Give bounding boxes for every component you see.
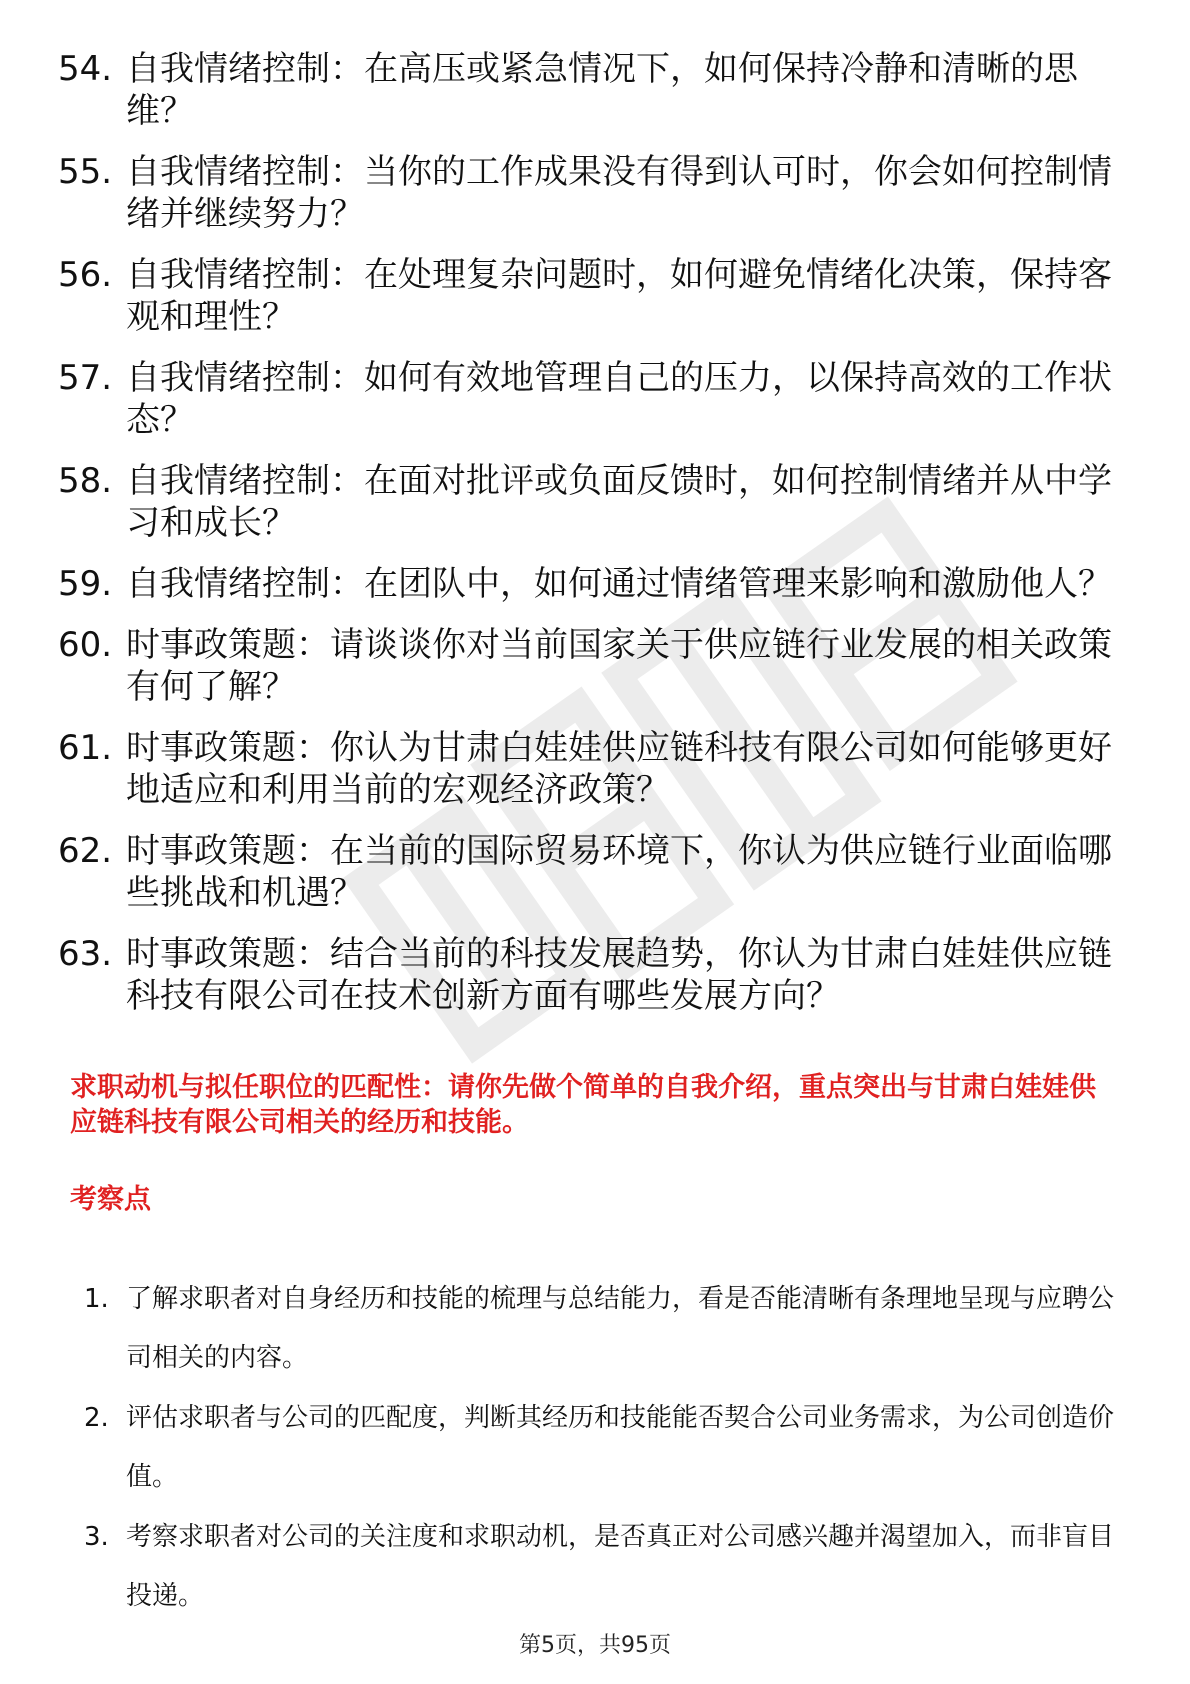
question-number: 63. [58, 934, 113, 974]
question-item [58, 460, 1118, 544]
point-item [84, 1270, 1124, 1388]
question-text: 自我情绪控制：在高压或紧急情况下，如何保持冷静和清晰的思维？ [126, 49, 1078, 131]
question-item [58, 151, 1118, 235]
points-list [84, 1270, 1124, 1627]
question-text: 自我情绪控制：在处理复杂问题时，如何避免情绪化决策，保持客观和理性？ [126, 255, 1112, 337]
question-list [58, 48, 1118, 1036]
question-text: 自我情绪控制：在团队中，如何通过情绪管理来影响和激励他人？ [126, 564, 1112, 604]
question-number: 55. [58, 152, 113, 192]
point-number: 1. [84, 1284, 109, 1314]
question-item [58, 624, 1118, 708]
question-text: 自我情绪控制：在面对批评或负面反馈时，如何控制情绪并从中学习和成长？ [126, 461, 1112, 543]
question-item [58, 563, 1118, 605]
question-number: 60. [58, 625, 113, 665]
point-number: 2. [84, 1403, 109, 1433]
question-number: 62. [58, 831, 113, 871]
point-item [84, 1389, 1124, 1507]
question-item [58, 48, 1118, 132]
points-title: 考察点 [70, 1184, 151, 1215]
question-text: 自我情绪控制：当你的工作成果没有得到认可时，你会如何控制情绪并继续努力？ [126, 152, 1112, 234]
question-item [58, 254, 1118, 338]
question-number: 61. [58, 728, 113, 768]
question-number: 57. [58, 358, 113, 398]
question-number: 58. [58, 461, 113, 501]
question-item [58, 830, 1118, 914]
question-item [58, 727, 1118, 811]
question-text: 时事政策题：在当前的国际贸易环境下，你认为供应链行业面临哪些挑战和机遇？ [126, 831, 1112, 913]
page-footer: 第5页，共95页 [519, 1633, 671, 1658]
point-item [84, 1508, 1124, 1626]
question-text: 时事政策题：请谈谈你对当前国家关于供应链行业发展的相关政策有何了解？ [126, 625, 1112, 707]
section-heading: 求职动机与拟任职位的匹配性：请你先做个简单的自我介绍，重点突出与甘肃白娃娃供应链科技有限公司相关的经历和技能。 [70, 1072, 1096, 1138]
question-number: 59. [58, 564, 113, 604]
point-number: 3. [84, 1522, 109, 1552]
question-item [58, 357, 1118, 441]
point-text: 考察求职者对公司的关注度和求职动机，是否真正对公司感兴趣并渴望加入，而非盲目投递。 [126, 1522, 1115, 1611]
question-item [58, 933, 1118, 1017]
point-text: 评估求职者与公司的匹配度，判断其经历和技能能否契合公司业务需求，为公司创造价值。 [126, 1403, 1115, 1492]
point-text: 了解求职者对自身经历和技能的梳理与总结能力，看是否能清晰有条理地呈现与应聘公司相关的内容。 [126, 1284, 1115, 1373]
question-text: 时事政策题：结合当前的科技发展趋势，你认为甘肃白娃娃供应链科技有限公司在技术创新方面有哪些发展方向？ [126, 934, 1112, 1016]
question-number: 54. [58, 49, 113, 89]
question-number: 56. [58, 255, 113, 295]
question-text: 时事政策题：你认为甘肃白娃娃供应链科技有限公司如何能够更好地适应和利用当前的宏观经济政策？ [126, 728, 1112, 810]
question-text: 自我情绪控制：如何有效地管理自己的压力，以保持高效的工作状态？ [126, 358, 1112, 440]
